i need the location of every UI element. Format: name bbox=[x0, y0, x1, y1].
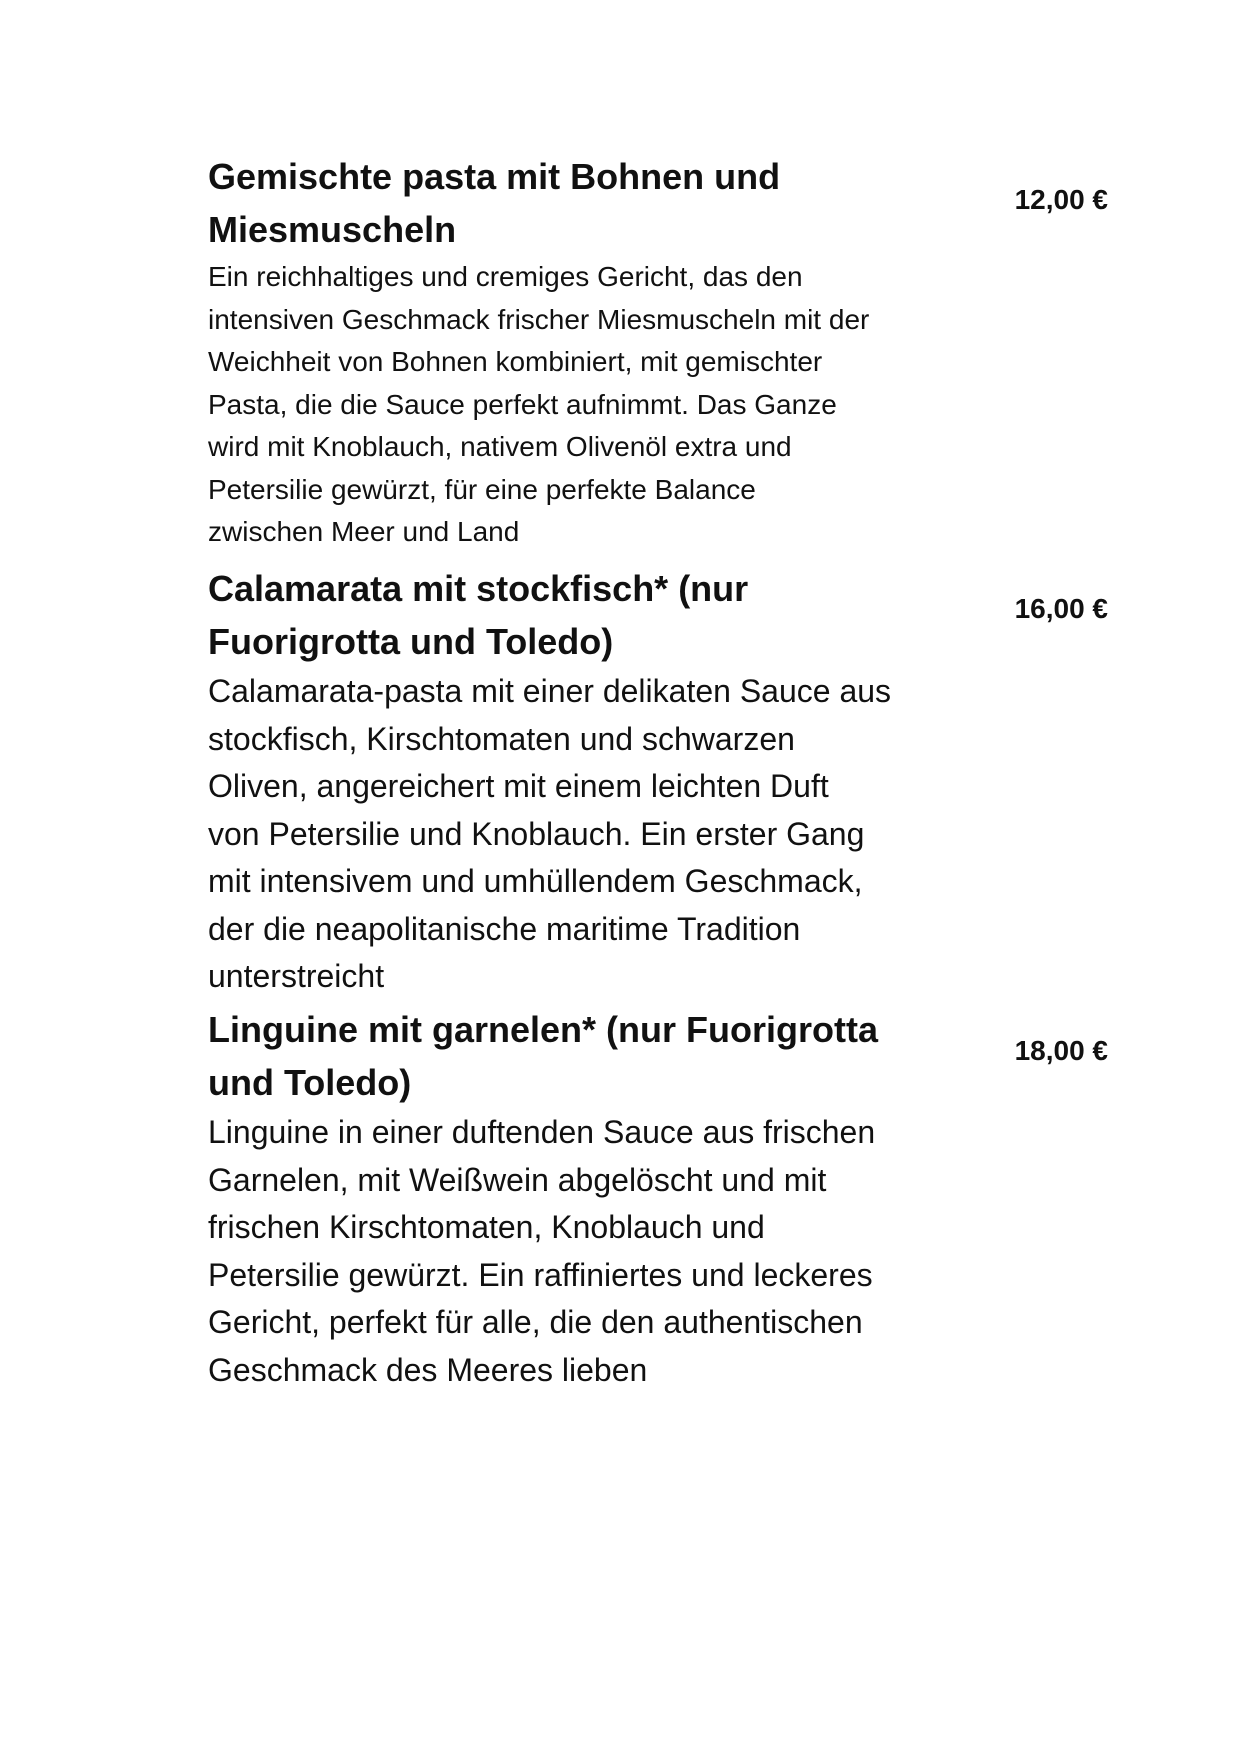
dish-description: Calamarata-pasta mit einer delikaten Sauce aus stockfisch, Kirschtomaten und schwarzen Oliven, angereichert mit einem leichten Duft von Petersilie und Knoblauch. Ein erster Gang mit intensivem und umhüllendem Geschmack, der die neapolitanische maritime Tradition unterstreicht bbox=[208, 673, 892, 994]
dish-price: 18,00 € bbox=[1014, 1035, 1108, 1066]
dish-price: 12,00 € bbox=[1014, 184, 1108, 215]
dish-description: Linguine in einer duftenden Sauce aus frischen Garnelen, mit Weißwein abgelöscht und mit frischen Kirschtomaten, Knoblauch und Petersilie gewürzt. Ein raffiniertes und leckeres Gericht, perfekt für alle, die den authentischen Geschmack des Meeres lieben bbox=[208, 1114, 876, 1388]
dish-price: 16,00 € bbox=[1014, 593, 1108, 624]
dish-title: Gemischte pasta mit Bohnen und Miesmuscheln bbox=[208, 156, 781, 250]
dish-title: Linguine mit garnelen* (nur Fuorigrotta und Toledo) bbox=[208, 1009, 878, 1103]
dish-description: Ein reichhaltiges und cremiges Gericht, das den intensiven Geschmack frischer Miesmuscheln mit der Weichheit von Bohnen kombiniert, mit gemischter Pasta, die die Sauce perfekt aufnimmt. Das Ganze wird mit Knoblauch, nativem Olivenöl extra und Petersilie gewürzt, für eine perfekte Balance zwischen Meer und Land bbox=[208, 261, 870, 547]
dish-title: Calamarata mit stockfisch* (nur Fuorigrotta und Toledo) bbox=[208, 568, 749, 662]
